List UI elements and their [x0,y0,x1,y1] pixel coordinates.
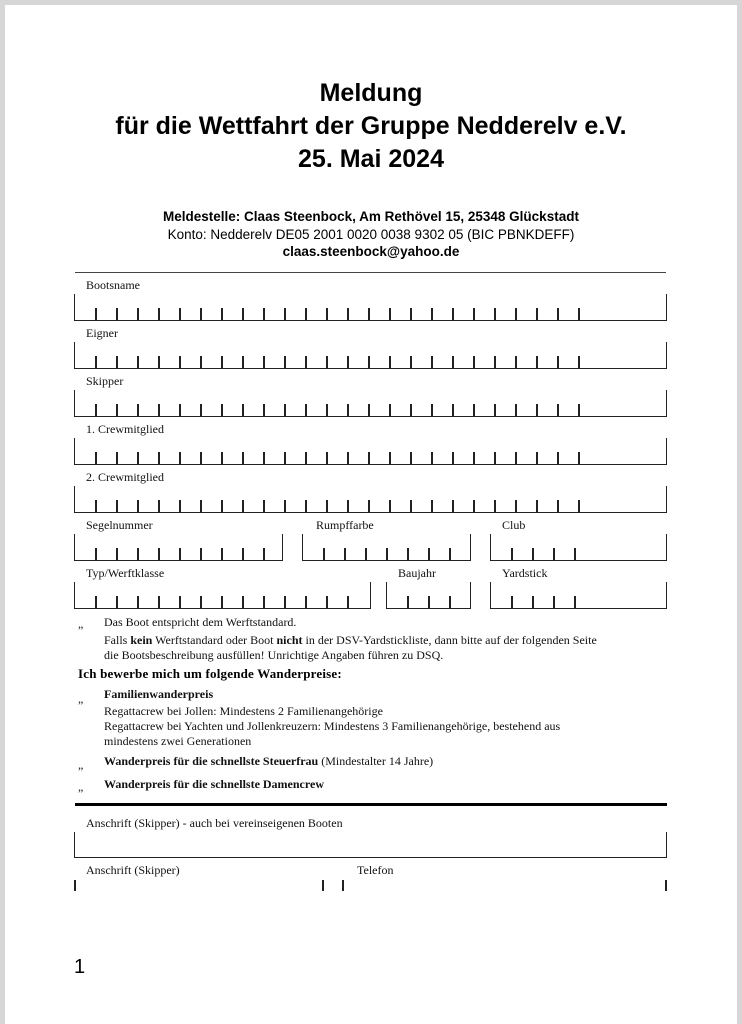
page-number: 1 [74,956,86,978]
comb-tick [305,308,307,320]
comb-tick [116,356,118,368]
comb-tick [368,356,370,368]
comb-tick [221,596,223,608]
comb-tick [578,452,580,464]
comb-tick [179,500,181,512]
comb-tick [428,596,430,608]
comb-tick [515,308,517,320]
comb-tick [536,356,538,368]
comb-tick [407,596,409,608]
checkbox-familienwanderpreis[interactable]: ” [78,698,84,712]
text: Falls [104,633,131,647]
comb-tick [515,404,517,416]
comb-tick [536,404,538,416]
comb-tick [494,404,496,416]
comb-tick [221,452,223,464]
label-telefon: Telefon [357,863,394,877]
comb-tick [221,500,223,512]
meldestelle: Meldestelle: Claas Steenbock, Am Rethövel 15, 25348 Glückstadt [163,209,579,224]
comb-tick [242,596,244,608]
comb-tick [242,452,244,464]
familienwanderpreis-line3: mindestens zwei Generationen [104,734,252,748]
comb-tick [410,452,412,464]
comb-tick [221,404,223,416]
bootsname-field[interactable] [74,294,667,321]
comb-tick [532,548,534,560]
comb-tick [557,452,559,464]
comb-tick [347,356,349,368]
steuerfrau-item [104,753,433,769]
comb-tick [452,356,454,368]
comb-tick [179,452,181,464]
comb-tick [515,452,517,464]
skipper-field[interactable] [74,390,667,417]
comb-tick [284,596,286,608]
comb-tick [95,404,97,416]
comb-tick [536,452,538,464]
comb-tick [431,500,433,512]
comb-tick [473,452,475,464]
option-kein-werftstandard [104,632,597,648]
comb-tick [200,308,202,320]
comb-tick [137,356,139,368]
comb-tick [347,308,349,320]
comb-tick [179,308,181,320]
steuerfrau-suffix: (Mindestalter 14 Jahre) [318,754,434,768]
comb-tick [179,548,181,560]
comb-tick [511,596,513,608]
comb-tick [158,548,160,560]
comb-tick [449,548,451,560]
comb-tick [158,500,160,512]
comb-tick [263,548,265,560]
label-skipper: Skipper [86,374,124,388]
comb-tick [158,452,160,464]
comb-tick [305,500,307,512]
comb-tick [532,596,534,608]
comb-tick [326,452,328,464]
rumpffarbe-field[interactable] [302,534,471,561]
comb-tick [137,548,139,560]
comb-tick [347,596,349,608]
comb-tick [368,500,370,512]
comb-tick [158,596,160,608]
checkbox-steuerfrau[interactable]: ” [78,764,84,778]
comb-tick [95,356,97,368]
comb-tick [347,500,349,512]
comb-tick [368,404,370,416]
comb-tick [263,452,265,464]
comb-tick [473,404,475,416]
comb-tick [553,596,555,608]
comb-tick [494,308,496,320]
comb-tick [242,308,244,320]
comb-tick [494,500,496,512]
typ-field[interactable] [74,582,371,609]
club-field[interactable] [490,534,667,561]
comb-tick [473,356,475,368]
comb-tick [389,308,391,320]
comb-tick [221,548,223,560]
divider-thick [75,803,667,806]
comb-tick [305,596,307,608]
title-meldung: Meldung [319,79,423,107]
comb-tick [284,308,286,320]
comb-tick [578,500,580,512]
option-werftstandard: Das Boot entspricht dem Werftstandard. [104,615,297,629]
comb-tick [200,404,202,416]
comb-tick [431,356,433,368]
comb-tick [326,596,328,608]
segelnummer-field[interactable] [74,534,283,561]
comb-tick [515,356,517,368]
comb-tick [116,548,118,560]
comb-tick [158,404,160,416]
comb-tick [386,548,388,560]
comb-tick [200,500,202,512]
comb-tick [431,452,433,464]
comb-tick [200,356,202,368]
comb-tick [305,452,307,464]
wanderpreise-heading: Ich bewerbe mich um folgende Wanderpreise: [78,666,342,681]
label-anschrift-full: Anschrift (Skipper) - auch bei vereinseigenen Booten [86,816,343,830]
label-eigner: Eigner [86,326,118,340]
anschrift-field[interactable] [74,832,667,858]
telefon-field-right-edge[interactable] [665,880,667,891]
comb-tick [574,596,576,608]
comb-tick [431,404,433,416]
label-segelnummer: Segelnummer [86,518,153,532]
checkbox-damencrew[interactable]: ” [78,786,84,800]
comb-tick [323,548,325,560]
anschrift-field-right-edge[interactable] [322,880,324,891]
comb-tick [473,500,475,512]
comb-tick [511,548,513,560]
comb-tick [305,404,307,416]
comb-tick [473,308,475,320]
comb-tick [116,404,118,416]
comb-tick [368,308,370,320]
comb-tick [242,404,244,416]
comb-tick [410,500,412,512]
comb-tick [137,452,139,464]
text: in der DSV-Yardstickliste, dann bitte auf der folgenden Seite [302,633,597,647]
comb-tick [284,500,286,512]
comb-tick [116,596,118,608]
comb-tick [263,500,265,512]
familienwanderpreis-line1: Regattacrew bei Jollen: Mindestens 2 Familienangehörige [104,704,383,718]
comb-tick [263,308,265,320]
eigner-field[interactable] [74,342,667,369]
label-rumpffarbe: Rumpffarbe [316,518,374,532]
comb-tick [263,404,265,416]
comb-tick [305,356,307,368]
label-club: Club [502,518,526,532]
comb-tick [452,308,454,320]
comb-tick [494,356,496,368]
comb-tick [389,356,391,368]
familienwanderpreis-title: Familienwanderpreis [104,687,214,701]
comb-tick [407,548,409,560]
text-kein: kein [130,633,153,647]
comb-tick [137,500,139,512]
comb-tick [95,500,97,512]
label-typ: Typ/Werftklasse [86,566,165,580]
comb-tick [179,356,181,368]
comb-tick [326,500,328,512]
comb-tick [179,596,181,608]
comb-tick [95,308,97,320]
comb-tick [95,548,97,560]
comb-tick [137,308,139,320]
option-kein-werftstandard-line2: die Bootsbeschreibung ausfüllen! Unrichtige Angaben führen zu DSQ. [104,648,444,662]
yardstick-field[interactable] [490,582,667,609]
label-baujahr: Baujahr [398,566,436,580]
crew1-field[interactable] [74,438,667,465]
comb-tick [347,404,349,416]
comb-tick [200,452,202,464]
divider-top [75,272,666,273]
comb-tick [494,452,496,464]
comb-tick [200,596,202,608]
title-date: 25. Mai 2024 [298,145,444,173]
comb-tick [347,452,349,464]
comb-tick [389,404,391,416]
comb-tick [578,404,580,416]
text: Werftstandard oder Boot [152,633,277,647]
comb-tick [326,356,328,368]
comb-tick [557,356,559,368]
familienwanderpreis-line2: Regattacrew bei Yachten und Jollenkreuzern: Mindestens 3 Familienangehörige, bestehend aus [104,719,561,733]
comb-tick [242,500,244,512]
comb-tick [431,308,433,320]
label-crew2: 2. Crewmitglied [86,470,164,484]
comb-tick [574,548,576,560]
comb-tick [365,548,367,560]
comb-tick [449,596,451,608]
comb-tick [389,452,391,464]
checkbox-werftstandard[interactable]: ” [78,623,84,637]
label-bootsname: Bootsname [86,278,140,292]
comb-tick [452,404,454,416]
comb-tick [553,548,555,560]
comb-tick [578,356,580,368]
anschrift-field-left-edge[interactable] [74,880,76,891]
comb-tick [158,308,160,320]
comb-tick [557,404,559,416]
comb-tick [344,548,346,560]
comb-tick [158,356,160,368]
konto: Konto: Nedderelv DE05 2001 0020 0038 9302 05 (BIC PBNKDEFF) [167,227,575,242]
comb-tick [368,452,370,464]
comb-tick [200,548,202,560]
comb-tick [452,500,454,512]
comb-tick [452,452,454,464]
label-crew1: 1. Crewmitglied [86,422,164,436]
comb-tick [263,356,265,368]
comb-tick [326,404,328,416]
comb-tick [536,308,538,320]
comb-tick [116,308,118,320]
comb-tick [389,500,391,512]
comb-tick [326,308,328,320]
steuerfrau-title: Wanderpreis für die schnellste Steuerfrau [104,754,319,768]
label-anschrift: Anschrift (Skipper) [86,863,180,877]
comb-tick [137,404,139,416]
crew2-field[interactable] [74,486,667,513]
comb-tick [116,500,118,512]
comb-tick [95,596,97,608]
comb-tick [410,308,412,320]
comb-tick [515,500,517,512]
comb-tick [242,548,244,560]
comb-tick [578,308,580,320]
comb-tick [179,404,181,416]
comb-tick [284,452,286,464]
comb-tick [428,548,430,560]
comb-tick [221,308,223,320]
comb-tick [95,452,97,464]
comb-tick [263,596,265,608]
comb-tick [116,452,118,464]
telefon-field-left-edge[interactable] [342,880,344,891]
title-event: für die Wettfahrt der Gruppe Nedderelv e.V. [115,112,627,140]
comb-tick [137,596,139,608]
comb-tick [536,500,538,512]
comb-tick [557,500,559,512]
damencrew-title: Wanderpreis für die schnellste Damencrew [104,777,324,791]
comb-tick [221,356,223,368]
comb-tick [410,356,412,368]
comb-tick [410,404,412,416]
comb-tick [284,356,286,368]
email: claas.steenbock@yahoo.de [282,244,460,259]
label-yardstick: Yardstick [502,566,548,580]
comb-tick [284,404,286,416]
comb-tick [557,308,559,320]
baujahr-field[interactable] [386,582,471,609]
text-nicht: nicht [276,633,303,647]
comb-tick [242,356,244,368]
